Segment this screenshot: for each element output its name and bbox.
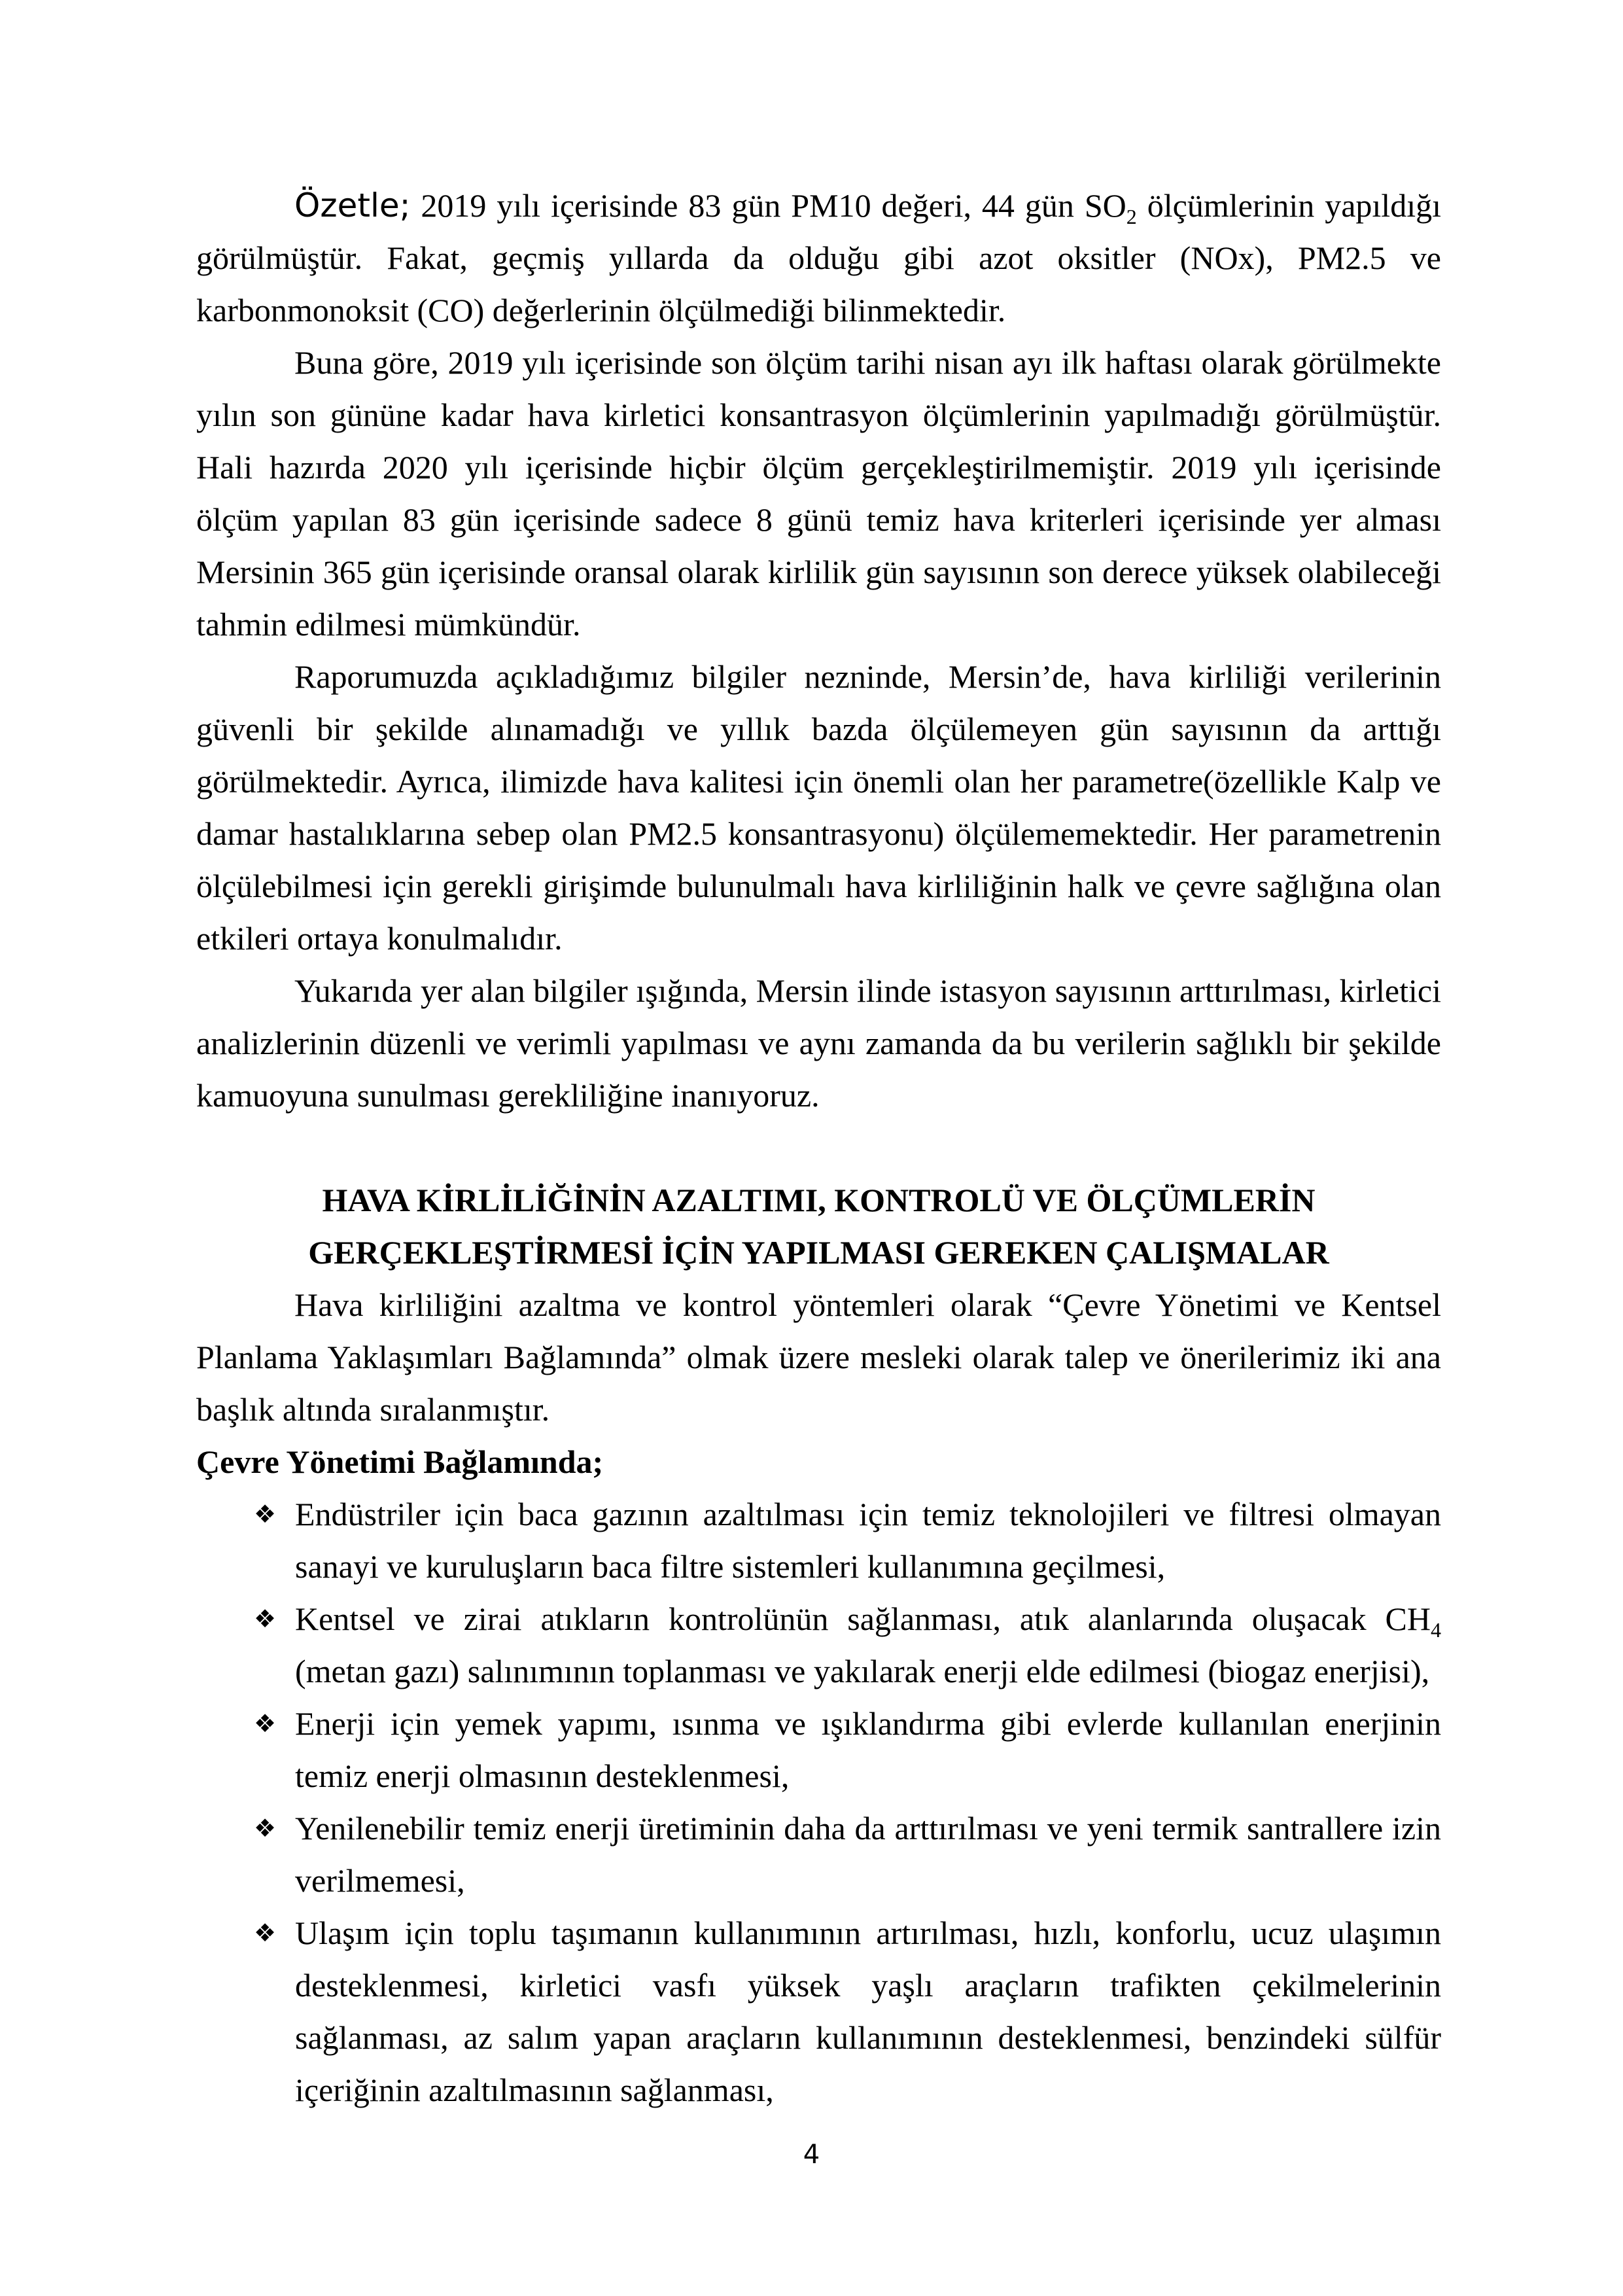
- diamond-bullet-icon: ❖: [254, 1918, 277, 1947]
- diamond-bullet-icon: ❖: [254, 1709, 277, 1738]
- heading-line-2: GERÇEKLEŞTİRMESİ İÇİN YAPILMASI GEREKEN ÇALIŞMALAR: [308, 1234, 1329, 1271]
- diamond-bullet-icon: ❖: [254, 1500, 277, 1528]
- paragraph-2019-measurements: Buna göre, 2019 yılı içerisinde son ölçüm tarihi nisan ayı ilk haftası olarak görülmekte yılın son gününe kadar hava kirletici konsantrasyon ölçümlerinin yapılmadığı görülmüştür. Hali hazırda 2020 yılı içerisinde hiçbir ölçüm gerçekleştirilmemiştir. 2019 yılı içerisinde ölçüm yapılan 83 gün içerisinde sadece 8 günü temiz hava kriterleri içerisinde yer alması Mersinin 365 gün içerisinde oransal olarak kirlilik gün sayısının son derece yüksek olabileceği tahmin edilmesi mümkündür.: [196, 344, 1441, 643]
- page-number: 4: [803, 2140, 820, 2170]
- list-item-text: Kentsel ve zirai atıkların kontrolünün sağlanması, atık alanlarında oluşacak CH: [295, 1600, 1431, 1637]
- subheading: Çevre Yönetimi Bağlamında;: [196, 1443, 604, 1480]
- list-item-text: (metan gazı) salınımının toplanması ve yakılarak enerji elde edilmesi (biogaz enerjisi),: [295, 1653, 1430, 1689]
- list-item: [196, 1697, 1441, 1802]
- heading-line-1: HAVA KİRLİLİĞİNİN AZALTIMI, KONTROLÜ VE ÖLÇÜMLERİN: [322, 1182, 1316, 1218]
- list-item-text: Yenilenebilir temiz enerji üretiminin daha da arttırılması ve yeni termik santrallere izin verilmemesi,: [295, 1810, 1441, 1899]
- section-heading: [196, 1174, 1441, 1279]
- paragraph-conclusion: Yukarıda yer alan bilgiler ışığında, Mersin ilinde istasyon sayısının arttırılması, kirletici analizlerinin düzenli ve verimli yapılması ve aynı zamanda da bu verilerin sağlıklı bir şekilde kamuoyuna sunulması gerekliliğine inanıyoruz.: [196, 972, 1441, 1114]
- list-item: [196, 1907, 1441, 2116]
- diamond-bullet-icon: ❖: [254, 1814, 277, 1843]
- paragraph-summary: [196, 179, 1441, 336]
- list-item-text: Ulaşım için toplu taşımanın kullanımının artırılması, hızlı, konforlu, ucuz ulaşımın desteklenmesi, kirletici vasfı yüksek yaşlı araçların trafikten çekilmelerinin sağlanması, az salım yapan araçların kullanımının desteklenmesi, benzindeki sülfür içeriğinin azaltılmasının sağlanması,: [295, 1915, 1441, 2108]
- paragraph-report: Raporumuzda açıkladığımız bilgiler nezninde, Mersin’de, hava kirliliği verilerinin güvenli bir şekilde alınamadığı ve yıllık bazda ölçülemeyen gün sayısının da arttığı görülmektedir. Ayrıca, ilimizde hava kalitesi için önemli olan her parametre(özellikle Kalp ve damar hastalıklarına sebep olan PM2.5 konsantrasyonu) ölçülememektedir. Her parametrenin ölçülebilmesi için gerekli girişimde bulunulmalı hava kirliliğinin halk ve çevre sağlığına olan etkileri ortaya konulmalıdır.: [196, 658, 1441, 957]
- lead-word: Özetle;: [294, 186, 411, 224]
- list-item-text: Endüstriler için baca gazının azaltılması için temiz teknolojileri ve filtresi olmayan sanayi ve kuruluşların baca filtre sistemleri kullanımına geçilmesi,: [295, 1496, 1441, 1585]
- list-item: [196, 1488, 1441, 1593]
- list-item-text: Enerji için yemek yapımı, ısınma ve ışıklandırma gibi evlerde kullanılan enerjinin temiz enerji olmasının desteklenmesi,: [295, 1705, 1441, 1794]
- document-page: [196, 179, 1441, 2116]
- list-item: [196, 1593, 1441, 1697]
- text: 2019 yılı içerisinde 83 gün PM10 değeri, 44 gün SO: [410, 187, 1126, 224]
- subscript: 4: [1431, 1618, 1441, 1642]
- list-item: [196, 1802, 1441, 1907]
- paragraph-intro: Hava kirliliğini azaltma ve kontrol yöntemleri olarak “Çevre Yönetimi ve Kentsel Planlama Yaklaşımları Bağlamında” olmak üzere mesleki olarak talep ve önerilerimiz iki ana başlık altında sıralanmıştır.: [196, 1286, 1441, 1428]
- subscript: 2: [1126, 205, 1137, 228]
- text: ölçümlerinin yapıldığı görülmüştür. Fakat, geçmiş yıllarda da olduğu gibi azot oksitler (NOx), PM2.5 ve karbonmonoksit (CO) değerlerinin ölçülmediği bilinmektedir.: [196, 187, 1441, 328]
- diamond-bullet-icon: ❖: [254, 1604, 277, 1633]
